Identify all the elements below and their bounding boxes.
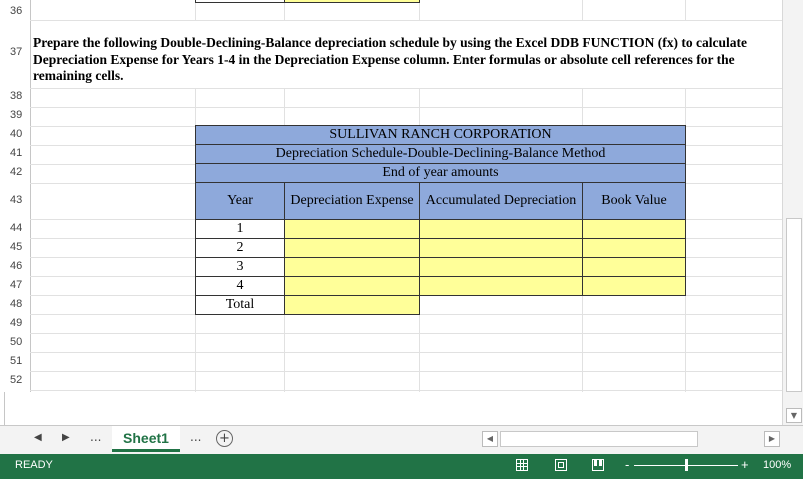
- row-number: 36: [10, 5, 23, 17]
- horizontal-scroll-thumb[interactable]: [500, 431, 698, 447]
- zoom-out-icon[interactable]: -: [625, 457, 630, 472]
- row-number: 49: [10, 317, 23, 329]
- accum-dep-input[interactable]: [419, 257, 583, 277]
- row-number: 50: [10, 336, 23, 348]
- vertical-scroll-thumb[interactable]: [786, 218, 802, 392]
- normal-view-icon[interactable]: [516, 459, 528, 471]
- row-number: 46: [10, 260, 23, 272]
- table-subtitle[interactable]: Depreciation Schedule-Double-Declining-Balance Method: [195, 144, 686, 164]
- table-note[interactable]: End of year amounts: [195, 163, 686, 183]
- row-number: 43: [10, 194, 23, 206]
- row-number: 38: [10, 90, 23, 102]
- total-label-cell[interactable]: Total: [195, 295, 285, 315]
- gridline: [30, 352, 782, 353]
- col-header-accumulated-depreciation[interactable]: Accumulated Depreciation: [419, 182, 583, 220]
- year-cell[interactable]: 1: [195, 219, 285, 239]
- scroll-down-arrow-icon[interactable]: ▼: [786, 408, 802, 423]
- row36-cell-b[interactable]: [284, 0, 420, 3]
- dep-expense-input[interactable]: [284, 238, 420, 258]
- col-header-year[interactable]: Year: [195, 182, 285, 220]
- vertical-scrollbar[interactable]: [782, 0, 803, 425]
- page-layout-glyph: [558, 462, 564, 468]
- book-value-input[interactable]: [582, 276, 686, 296]
- zoom-level[interactable]: 100%: [763, 459, 792, 471]
- status-bar: [0, 454, 803, 479]
- row-number: 47: [10, 279, 23, 291]
- status-ready: READY: [15, 459, 53, 471]
- sheet-tab-bar: [0, 425, 803, 455]
- total-dep-expense-input[interactable]: [284, 295, 420, 315]
- year-cell[interactable]: 3: [195, 257, 285, 277]
- gridline: [30, 88, 782, 89]
- page-break-glyph: [599, 460, 602, 466]
- add-sheet-icon[interactable]: +: [216, 430, 233, 447]
- row-number: 48: [10, 298, 23, 310]
- sheet-edge: [0, 392, 5, 425]
- page-break-glyph: [594, 460, 597, 466]
- scroll-right-arrow-icon[interactable]: ▶: [764, 431, 780, 447]
- row-number: 40: [10, 128, 23, 140]
- row-number: 52: [10, 374, 23, 386]
- row-number: 41: [10, 147, 23, 159]
- scroll-tabs-right-icon[interactable]: ▶: [62, 432, 70, 443]
- zoom-slider-thumb[interactable]: [685, 459, 688, 471]
- scroll-left-arrow-icon[interactable]: ◀: [482, 431, 498, 447]
- table-title[interactable]: SULLIVAN RANCH CORPORATION: [195, 125, 686, 145]
- page-break-view-icon[interactable]: [592, 459, 604, 471]
- row-number: 44: [10, 222, 23, 234]
- zoom-in-icon[interactable]: +: [741, 457, 749, 472]
- year-cell[interactable]: 2: [195, 238, 285, 258]
- normal-view-icon-glyph: [517, 460, 527, 470]
- book-value-input[interactable]: [582, 257, 686, 277]
- gridline: [30, 371, 782, 372]
- col-header-depreciation-expense[interactable]: Depreciation Expense: [284, 182, 420, 220]
- book-value-input[interactable]: [582, 238, 686, 258]
- year-cell[interactable]: 4: [195, 276, 285, 296]
- page-layout-view-icon[interactable]: [555, 459, 567, 471]
- dep-expense-input[interactable]: [284, 219, 420, 239]
- row-number: 51: [10, 355, 23, 367]
- row-number: 42: [10, 166, 23, 178]
- row-number: 37: [10, 46, 23, 58]
- scroll-tabs-left-icon[interactable]: ◀: [34, 432, 42, 443]
- sheet-tab-sheet1[interactable]: Sheet1: [112, 426, 180, 452]
- instructions-text: Prepare the following Double-Declining-Balance depreciation schedule by using the Excel DDB FUNCTION (fx) to calculate Depreciation Expense for Years 1-4 in the Depreciation Expense column. Enter formulas or absolute cell references for the remaining cells.: [33, 35, 747, 83]
- dep-expense-input[interactable]: [284, 276, 420, 296]
- book-value-input[interactable]: [582, 219, 686, 239]
- accum-dep-input[interactable]: [419, 238, 583, 258]
- accum-dep-input[interactable]: [419, 276, 583, 296]
- more-tabs-right[interactable]: ...: [190, 430, 202, 444]
- dep-expense-input[interactable]: [284, 257, 420, 277]
- gridline: [30, 333, 782, 334]
- gridline: [30, 390, 782, 391]
- row-number: 45: [10, 241, 23, 253]
- row-number: 39: [10, 109, 23, 121]
- more-tabs-left[interactable]: ...: [90, 430, 102, 444]
- row36-cell-a[interactable]: [195, 0, 285, 3]
- col-header-book-value[interactable]: Book Value: [582, 182, 686, 220]
- accum-dep-input[interactable]: [419, 219, 583, 239]
- horizontal-scrollbar[interactable]: [482, 431, 782, 446]
- gridline: [30, 107, 782, 108]
